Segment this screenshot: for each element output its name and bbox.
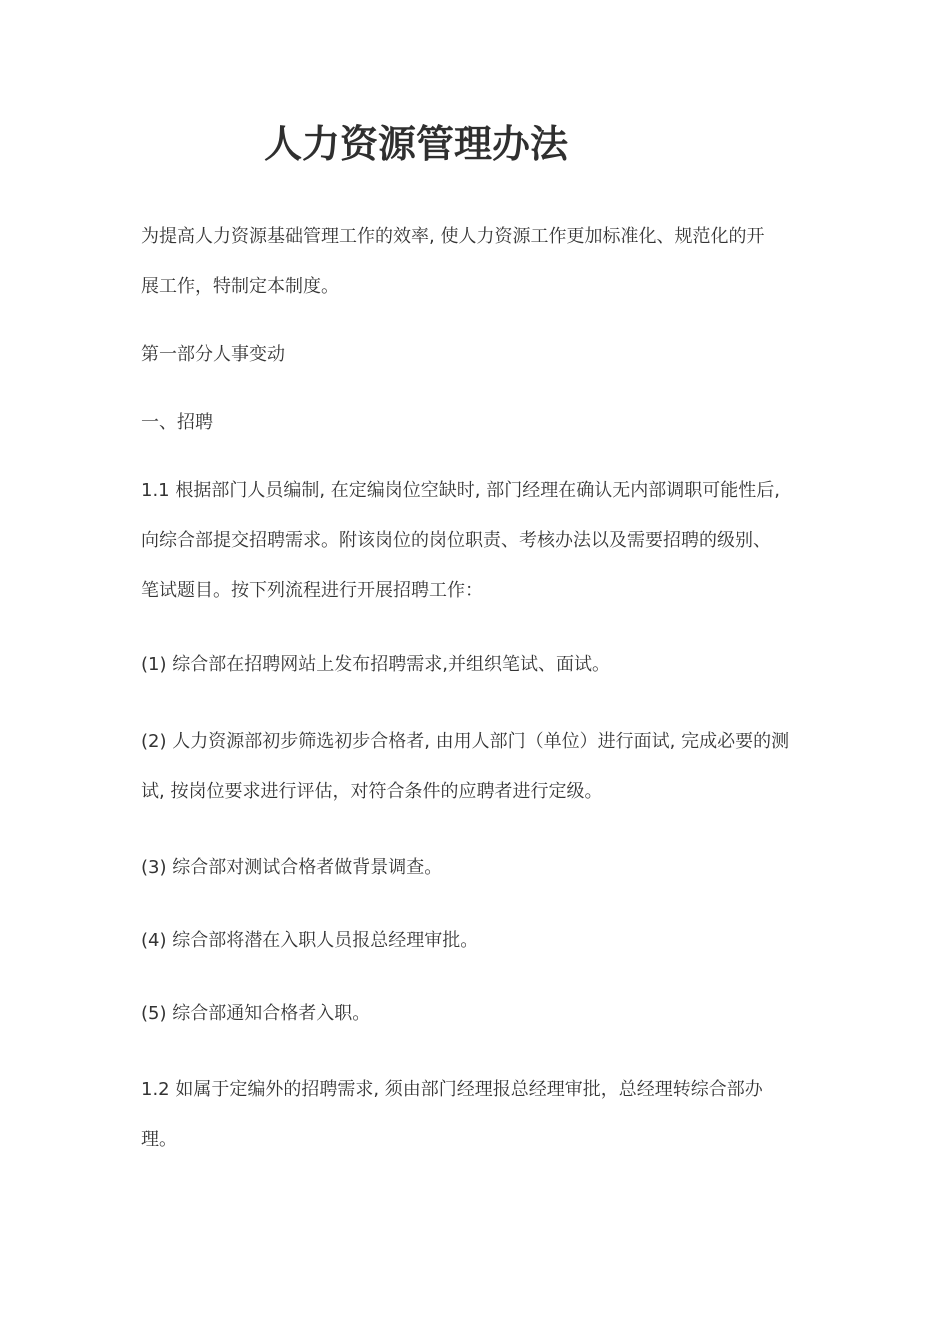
paragraph-line: 一、招聘 — [141, 412, 213, 433]
paragraph-line: (1) 综合部在招聘网站上发布招聘需求,并组织笔试、面试。 — [141, 654, 610, 675]
paragraph-line: (3) 综合部对测试合格者做背景调查。 — [141, 857, 443, 878]
paragraph-line: 向综合部提交招聘需求。附该岗位的岗位职责、考核办法以及需要招聘的级别、 — [141, 530, 771, 551]
clause-1-2 — [141, 1065, 813, 1165]
list-item — [141, 843, 813, 893]
paragraph-line: (2) 人力资源部初步筛选初步合格者, 由用人部门（单位）进行面试, 完成必要的测 — [141, 731, 790, 752]
list-item — [141, 916, 813, 966]
clause-1-1 — [141, 466, 813, 616]
list-item — [141, 989, 813, 1039]
list-item — [141, 640, 813, 690]
paragraph-line: 为提高人力资源基础管理工作的效率, 使人力资源工作更加标准化、规范化的开 — [141, 226, 765, 247]
paragraph-line: 笔试题目。按下列流程进行开展招聘工作： — [141, 580, 483, 601]
part-heading — [141, 330, 813, 380]
intro-paragraph — [141, 212, 813, 312]
paragraph-line: (5) 综合部通知合格者入职。 — [141, 1003, 371, 1024]
paragraph-line: 第一部分人事变动 — [141, 344, 285, 365]
paragraph-line: (4) 综合部将潜在入职人员报总经理审批。 — [141, 930, 479, 951]
document-title: 人力资源管理办法 — [263, 122, 568, 166]
list-item — [141, 717, 813, 817]
paragraph-line: 1.1 根据部门人员编制, 在定编岗位空缺时, 部门经理在确认无内部调职可能性后, — [141, 480, 780, 501]
section-heading-recruitment — [141, 398, 813, 448]
paragraph-line: 1.2 如属于定编外的招聘需求, 须由部门经理报总经理审批，总经理转综合部办 — [141, 1079, 763, 1100]
paragraph-line: 理。 — [141, 1129, 177, 1150]
paragraph-line: 试, 按岗位要求进行评估，对符合条件的应聘者进行定级。 — [141, 781, 603, 802]
paragraph-line: 展工作，特制定本制度。 — [141, 276, 339, 297]
